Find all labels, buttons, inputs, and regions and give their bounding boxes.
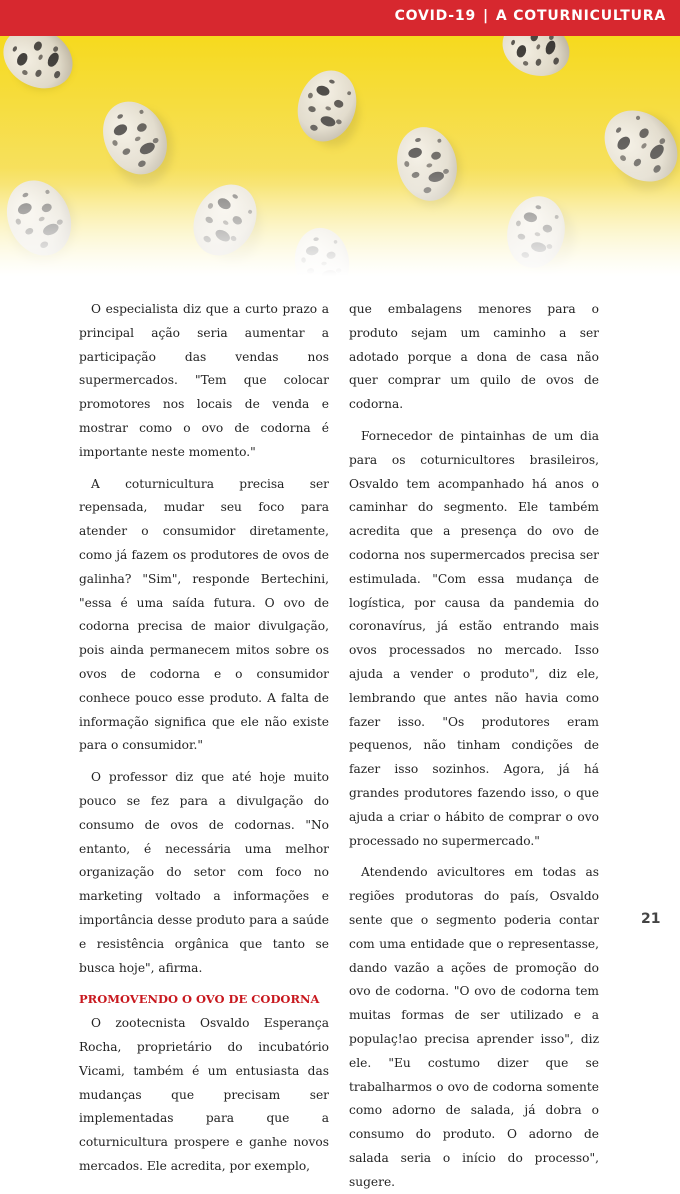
paragraph: O professor diz que até hoje muito pouco se fez para a divulgação do consumo de ovos de codornas. "No entanto, é necessária uma melhor organização do setor com foco no marketing voltado a informações e importância desse produto para a saúde e resistência orgânica que tanto se busca hoje", afirma. [79,770,329,975]
page-number: 21 [641,911,661,927]
section-subheading: PROMOVENDO O OVO DE CODORNA [79,992,320,1007]
article-column-right [349,298,599,1194]
paragraph: que embalagens menores para o produto sejam um caminho a ser adotado porque a dona de casa não quer comprar um quilo de ovos de codorna. [349,302,599,412]
paragraph: Atendendo avicultores em todas as regiões produtoras do país, Osvaldo sente que o segmento poderia contar com uma entidade que o representasse, dando vazão a ações de promoção do ovo de codorna. "O ovo de codorna tem muitas formas de ser utilizado e a populaç!aο precisa aprender isso", diz ele. "Eu costumo dizer que se trabalharmos o ovo de codorna somente como adorno de salada, já dobra o consumo do produto. O adorno de salada seria o início do processo", sugere. [349,865,599,1189]
section-label: COVID-19 [394,8,476,24]
quail-eggs-photo [0,36,680,276]
section-header-bar [0,0,680,36]
header-separator: | [482,8,489,24]
section-title: A COTURNICULTURA [495,8,666,24]
paragraph: O zootecnista Osvaldo Esperança Rocha, proprietário do incubatório Vicami, também é um entusiasta das mudanças que precisam ser implementadas para que a coturnicultura prospere e ganhe novos mercados. Ele acredita, por exemplo, [79,1016,329,1173]
paragraph: A coturnicultura precisa ser repensada, mudar seu foco para atender o consumidor diretamente, como já fazem os produtores de ovos de galinha? "Sim", responde Bertechini, "essa é uma saída futura. O ovo de codorna precisa de maior divulgação, pois ainda permanecem mitos sobre os ovos de codorna e o consumidor conhece pouco esse produto. A falta de informação significa que ele não existe para o consumidor." [79,476,329,753]
paragraph: Fornecedor de pintainhas de um dia para os coturnicultores brasileiros, Osvaldo tem acompanhado há anos o caminhar do segmento. Ele também acredita que a presença do ovo de codorna nos supermercados precisa ser estimulada. "Com essa mudança de logística, por causa da pandemia do coronavírus, já estão entrando mais ovos processados no mercado. Isso ajuda a vender o produto", diz ele, lembrando que antes não havia como fazer isso. "Os produtores eram pequenos, não tinham condições de fazer isso sozinhos. Agora, já há grandes produtores fazendo isso, o que ajuda a criar o hábito de comprar o ovo processado no supermercado." [349,428,599,848]
section-header [395,8,666,24]
article-column-left [79,298,329,1179]
paragraph: O especialista diz que a curto prazo a principal ação seria aumentar a participação das vendas nos supermercados. "Tem que colocar promotores nos locais de venda e mostrar como o ovo de codorna é importante neste momento." [79,302,329,459]
